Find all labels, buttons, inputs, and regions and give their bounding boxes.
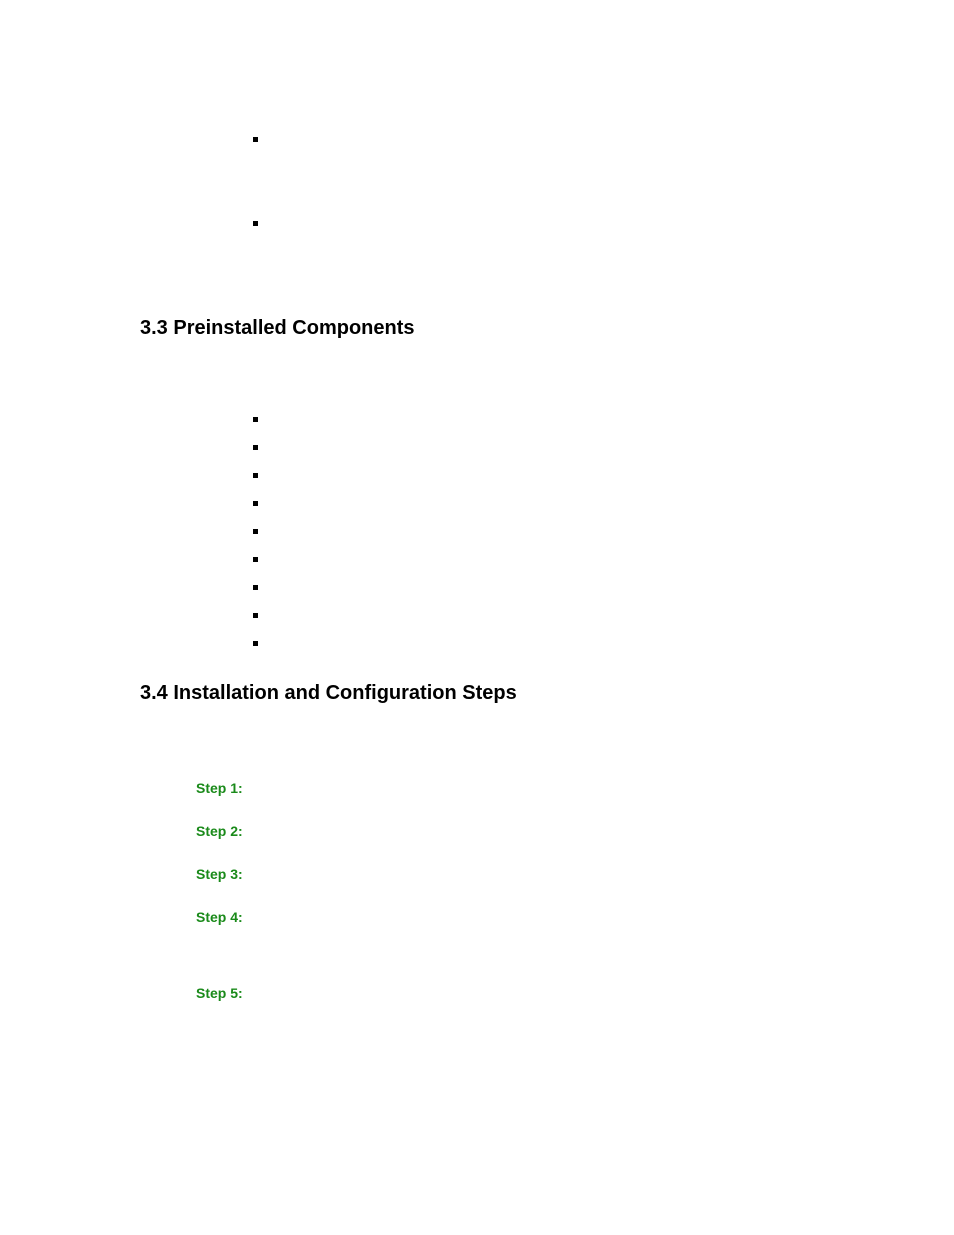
step-label: Step 3: [196,866,243,882]
list-bullet-icon [253,445,258,450]
section-heading-installation: 3.4 Installation and Configuration Steps [140,682,517,704]
list-bullet-icon [253,585,258,590]
list-bullet-icon [253,473,258,478]
list-bullet-icon [253,613,258,618]
list-bullet-icon [253,417,258,422]
step-label: Step 4: [196,909,243,925]
list-bullet-icon [253,557,258,562]
list-bullet-icon [253,137,258,142]
step-label: Step 5: [196,985,243,1001]
list-bullet-icon [253,529,258,534]
step-label: Step 1: [196,780,243,796]
step-label: Step 2: [196,823,243,839]
list-bullet-icon [253,501,258,506]
section-heading-preinstalled: 3.3 Preinstalled Components [140,317,415,339]
list-bullet-icon [253,221,258,226]
list-bullet-icon [253,641,258,646]
